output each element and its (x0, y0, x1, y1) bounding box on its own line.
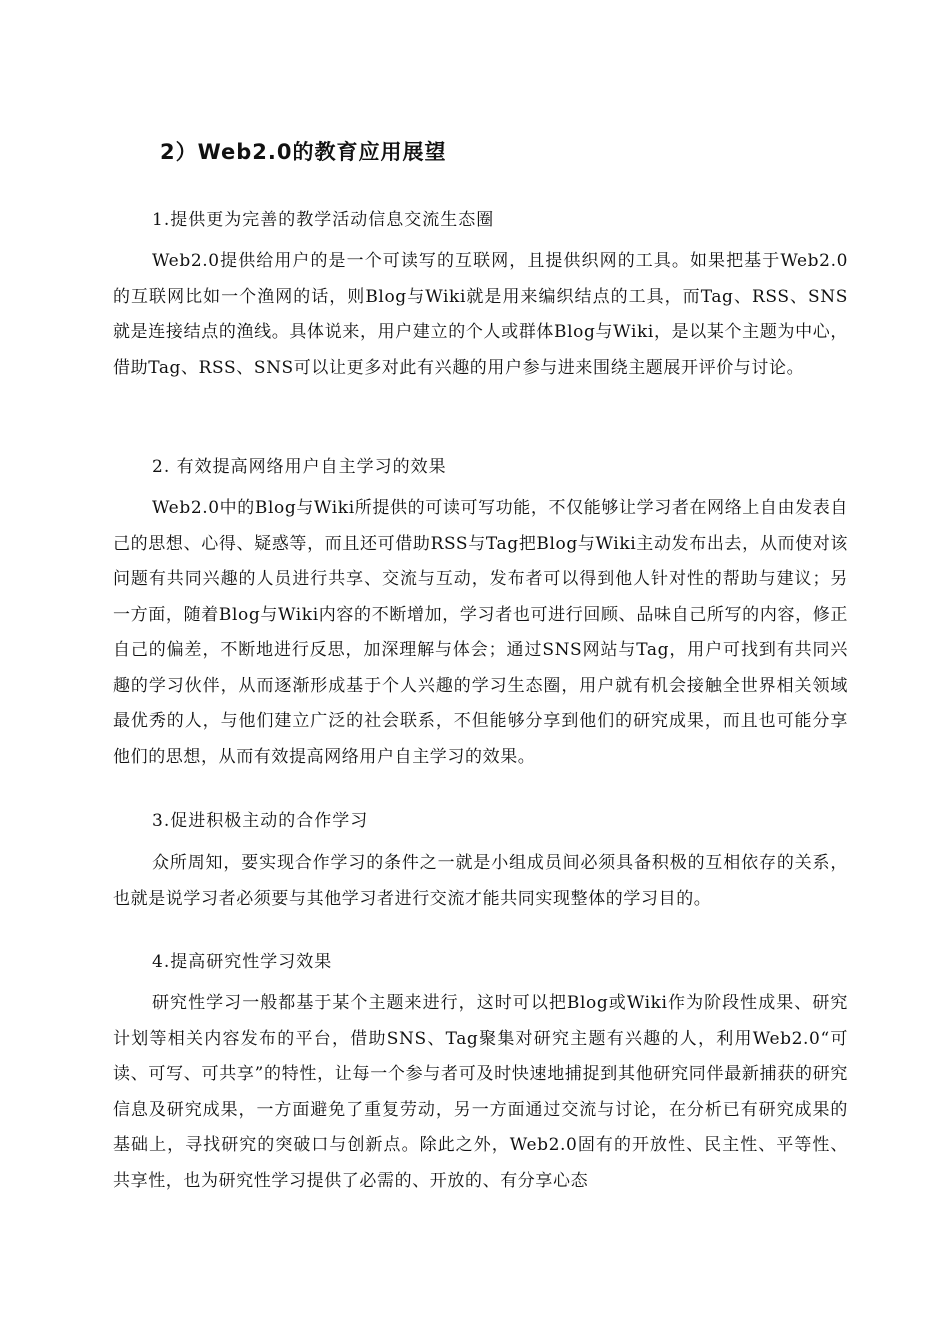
subsection-title-3: 3.促进积极主动的合作学习 (152, 811, 369, 831)
subsection-title-4: 4.提高研究性学习效果 (152, 952, 333, 972)
subsection-title-1: 1.提供更为完善的教学活动信息交流生态圈 (152, 210, 495, 230)
paragraph-4: 研究性学习一般都基于某个主题来进行，这时可以把Blog或Wiki作为阶段性成果、研究计划等相关内容发布的平台，借助SNS、Tag聚集对研究主题有兴趣的人，利用Web2.0“可读、可写、可共享”的特性，让每一个参与者可及时快速地捕捉到其他研究同伴最新捕获的研究信息及研究成果，一方面避免了重复劳动，另一方面通过交流与讨论，在分析已有研究成果的基础上，寻找研究的突破口与创新点。除此之外，Web2.0固有的开放性、民主性、平等性、共享性，也为研究性学习提供了必需的、开放的、有分享心态 (113, 993, 848, 1191)
paragraph-2: Web2.0中的Blog与Wiki所提供的可读可写功能，不仅能够让学习者在网络上自由发表自己的思想、心得、疑惑等，而且还可借助RSS与Tag把Blog与Wiki主动发布出去，从而使对该问题有共同兴趣的人员进行共享、交流与互动，发布者可以得到他人针对性的帮助与建议；另一方面，随着Blog与Wiki内容的不断增加，学习者也可进行回顾、品味自己所写的内容，修正自己的偏差，不断地进行反思，加深理解与体会；通过SNS网站与Tag，用户可找到有共同兴趣的学习伙伴，从而逐渐形成基于个人兴趣的学习生态圈，用户就有机会接触全世界相关领域最优秀的人，与他们建立广泛的社会联系，不但能够分享到他们的研究成果，而且也可能分享他们的思想，从而有效提高网络用户自主学习的效果。 (113, 498, 848, 767)
subsection-title-2: 2. 有效提高网络用户自主学习的效果 (152, 457, 447, 477)
paragraph-3: 众所周知，要实现合作学习的条件之一就是小组成员间必须具备积极的互相依存的关系，也就是说学习者必须要与其他学习者进行交流才能共同实现整体的学习目的。 (113, 853, 848, 909)
paragraph-1: Web2.0提供给用户的是一个可读写的互联网，且提供织网的工具。如果把基于Web2.0的互联网比如一个渔网的话，则Blog与Wiki就是用来编织结点的工具，而Tag、RSS、SNS就是连接结点的渔线。具体说来，用户建立的个人或群体Blog与Wiki，是以某个主题为中心，借助Tag、RSS、SNS可以让更多对此有兴趣的用户参与进来围绕主题展开评价与讨论。 (113, 251, 848, 378)
section-heading: 2）Web2.0的教育应用展望 (160, 140, 447, 164)
